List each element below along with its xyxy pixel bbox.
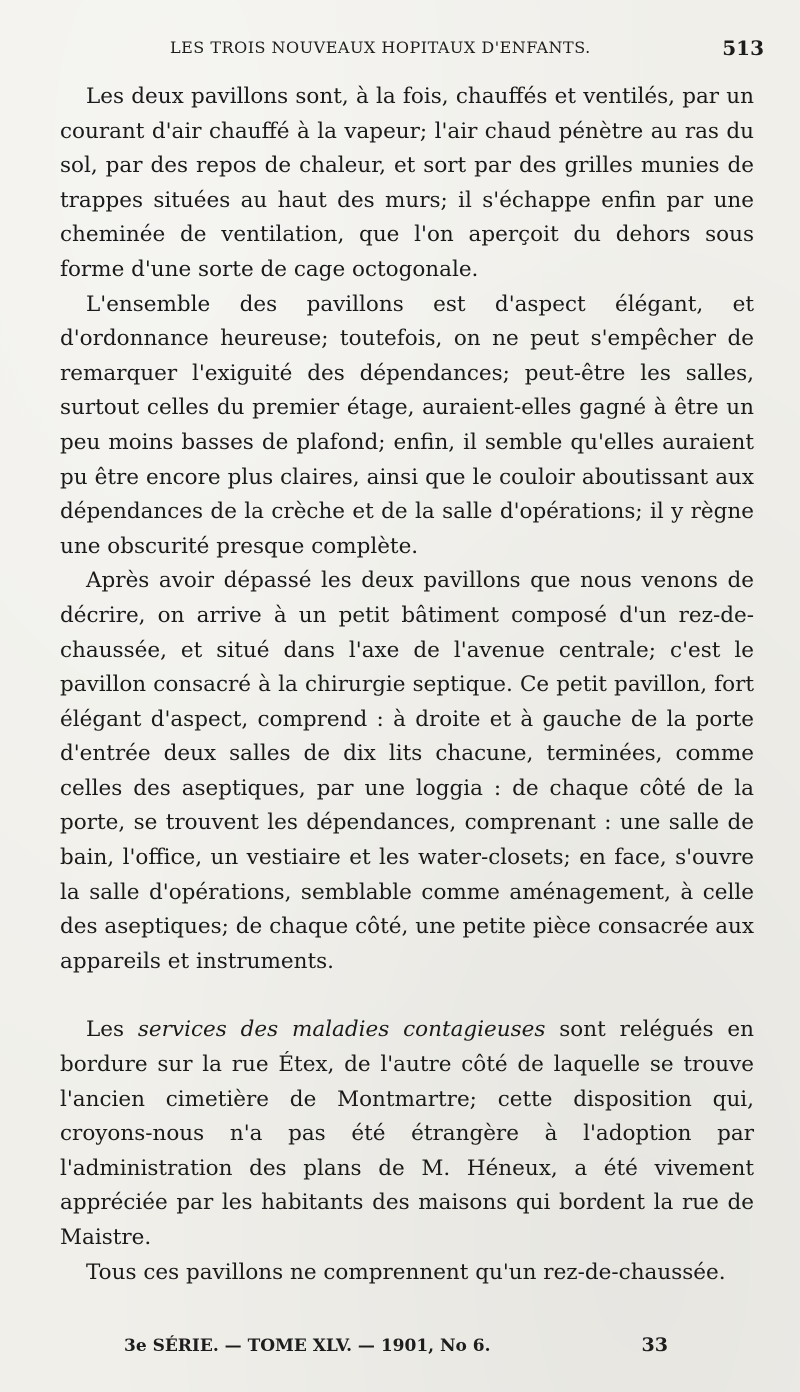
paragraph-lead-text: Les [86,1017,138,1043]
body-text [60,80,754,1290]
italic-emphasis: services des maladies contagieuses [137,1017,546,1043]
signature-mark: 33 [641,1334,668,1356]
paragraph-ensemble: L'ensemble des pavillons est d'aspect élégant, et d'ordonnance heureuse; toutefois, on ne peut s'empêcher de remarquer l'exiguité des dépendances; peut-être les salles, surtout celles du premier étage, auraient-elles gagné à être un peu moins basses de plafond; enfin, il semble qu'elles auraient pu être encore plus claires, ainsi que le couloir aboutissant aux dépendances de la crèche et de la salle d'opérations; il y règne une obscurité presque complète. [60,291,754,559]
running-title: LES TROIS NOUVEAUX HOPITAUX D'ENFANTS. [170,38,591,57]
paragraph-trailing-text: sont relégués en bordure sur la rue Étex, de l'autre côté de laquelle se trouve l'ancien cimetière de Montmartre; cette disposition qui, croyons-nous n'a pas été étrangère à l'adoption par l'administration des plans de M. Héneux, a été vivement appréciée par les habitants des maisons qui bordent la rue de Maistre. [60,1017,754,1250]
page-number: 513 [722,36,764,60]
footer-citation: 3e SÉRIE. — TOME XLV. — 1901, No 6. [124,1336,491,1356]
running-header [60,34,764,64]
paragraph-rez-de-chaussee: Tous ces pavillons ne comprennent qu'un rez-de-chaussée. [86,1259,726,1285]
paragraph-ventilation: Les deux pavillons sont, à la fois, chauffés et ventilés, par un courant d'air chauffé à la vapeur; l'air chaud pénètre au ras du sol, par des repos de chaleur, et sort par des grilles munies de trappes situées au haut des murs; il s'échappe enfin par une cheminée de ventilation, que l'on aperçoit du dehors sous forme d'une sorte de cage octogonale. [60,84,754,282]
page-footer [60,1336,760,1366]
paragraph-chirurgie-septique: Après avoir dépassé les deux pavillons que nous venons de décrire, on arrive à un petit bâtiment composé d'un rez-de-chaussée, et situé dans l'axe de l'avenue centrale; c'est le pavillon consacré à la chirurgie septique. Ce petit pavillon, fort élégant d'aspect, comprend : à droite et à gauche de la porte d'entrée deux salles de dix lits chacune, terminées, comme celles des aseptiques, par une loggia : de chaque côté de la porte, se trouvent les dépendances, comprenant : une salle de bain, l'office, un vestiaire et les water-closets; en face, s'ouvre la salle d'opérations, semblable comme aménagement, à celle des aseptiques; de chaque côté, une petite pièce consacrée aux appareils et instruments. [60,568,754,974]
paragraph-maladies-contagieuses [60,1013,754,1255]
